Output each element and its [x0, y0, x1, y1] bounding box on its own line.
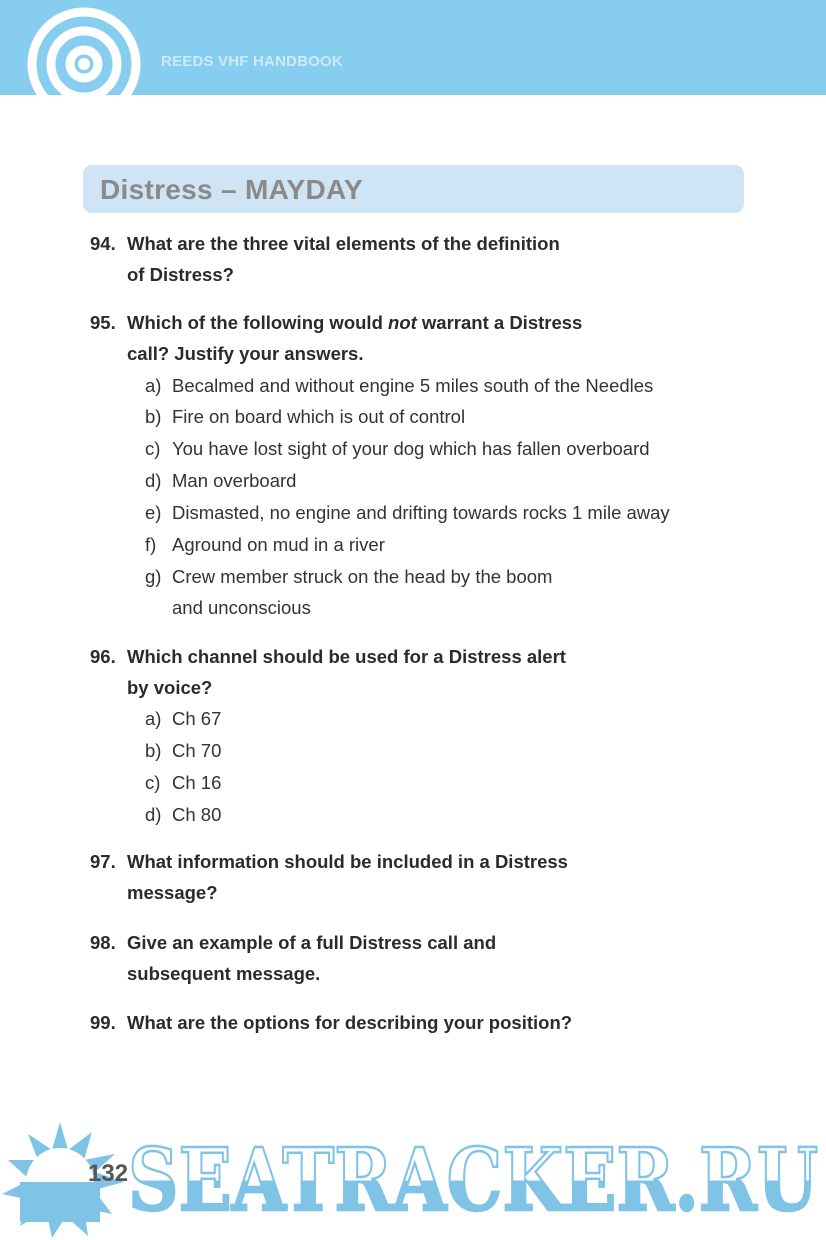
book-title: REEDS VHF HANDBOOK — [161, 53, 343, 70]
question-text: Which of the following would — [127, 312, 389, 333]
question-text: warrant a Distress — [416, 312, 583, 333]
question-text: What are the options for describing your position? — [127, 1012, 573, 1033]
option-text: Ch 67 — [172, 708, 222, 729]
question-text-emphasis: not — [388, 312, 417, 333]
question-99 — [90, 1007, 572, 1038]
question-number: 94. — [90, 233, 116, 254]
option-item — [145, 767, 221, 798]
option-item — [145, 433, 650, 464]
option-letter: b) — [145, 740, 162, 761]
watermark-text: SEATRACKER.RU — [128, 1130, 818, 1231]
option-item — [145, 561, 552, 623]
option-item — [145, 529, 385, 560]
question-98 — [90, 927, 496, 989]
question-text: What are the three vital elements of the definition — [127, 233, 560, 254]
question-95 — [90, 307, 582, 369]
question-text: Give an example of a full Distress call and — [127, 932, 497, 953]
option-letter: c) — [145, 438, 161, 459]
question-96 — [90, 641, 566, 703]
option-text: Man overboard — [172, 470, 297, 491]
option-letter: g) — [145, 566, 162, 587]
question-text-cont: of Distress? — [127, 264, 234, 285]
option-letter: c) — [145, 772, 161, 793]
question-number: 95. — [90, 312, 116, 333]
section-banner — [83, 165, 744, 213]
option-text: Ch 70 — [172, 740, 222, 761]
question-text-cont: subsequent message. — [127, 963, 321, 984]
question-number: 97. — [90, 851, 116, 872]
question-number: 96. — [90, 646, 116, 667]
page-number: 132 — [88, 1160, 129, 1187]
option-text: Becalmed and without engine 5 miles south of the Needles — [172, 375, 654, 396]
question-number: 98. — [90, 932, 116, 953]
option-text: Ch 16 — [172, 772, 222, 793]
page-header — [0, 0, 826, 95]
option-item — [145, 401, 465, 432]
question-number: 99. — [90, 1012, 116, 1033]
section-title: Distress – MAYDAY — [100, 174, 363, 205]
question-94 — [90, 228, 560, 290]
option-letter: a) — [145, 375, 162, 396]
option-item — [145, 497, 670, 528]
option-item — [145, 703, 221, 734]
question-97 — [90, 846, 568, 908]
option-item — [145, 370, 653, 401]
question-text: What information should be included in a Distress — [127, 851, 568, 872]
option-letter: a) — [145, 708, 162, 729]
option-text-cont: and unconscious — [172, 597, 311, 618]
option-item — [145, 465, 296, 496]
option-letter: e) — [145, 502, 162, 523]
option-text: Ch 80 — [172, 804, 222, 825]
option-item — [145, 735, 221, 766]
question-text-cont: call? Justify your answers. — [127, 343, 364, 364]
option-text: Fire on board which is out of control — [172, 406, 466, 427]
option-text: You have lost sight of your dog which has fallen overboard — [172, 438, 650, 459]
option-letter: f) — [145, 534, 157, 555]
question-text-cont: by voice? — [127, 677, 213, 698]
option-letter: b) — [145, 406, 162, 427]
option-text: Crew member struck on the head by the boom — [172, 566, 553, 587]
option-text: Aground on mud in a river — [172, 534, 385, 555]
question-text: Which channel should be used for a Distress alert — [127, 646, 566, 667]
option-letter: d) — [145, 470, 162, 491]
radio-signal-icon — [22, 0, 147, 95]
question-text-cont: message? — [127, 882, 218, 903]
option-letter: d) — [145, 804, 162, 825]
option-item — [145, 799, 221, 830]
option-text: Dismasted, no engine and drifting towards rocks 1 mile away — [172, 502, 670, 523]
